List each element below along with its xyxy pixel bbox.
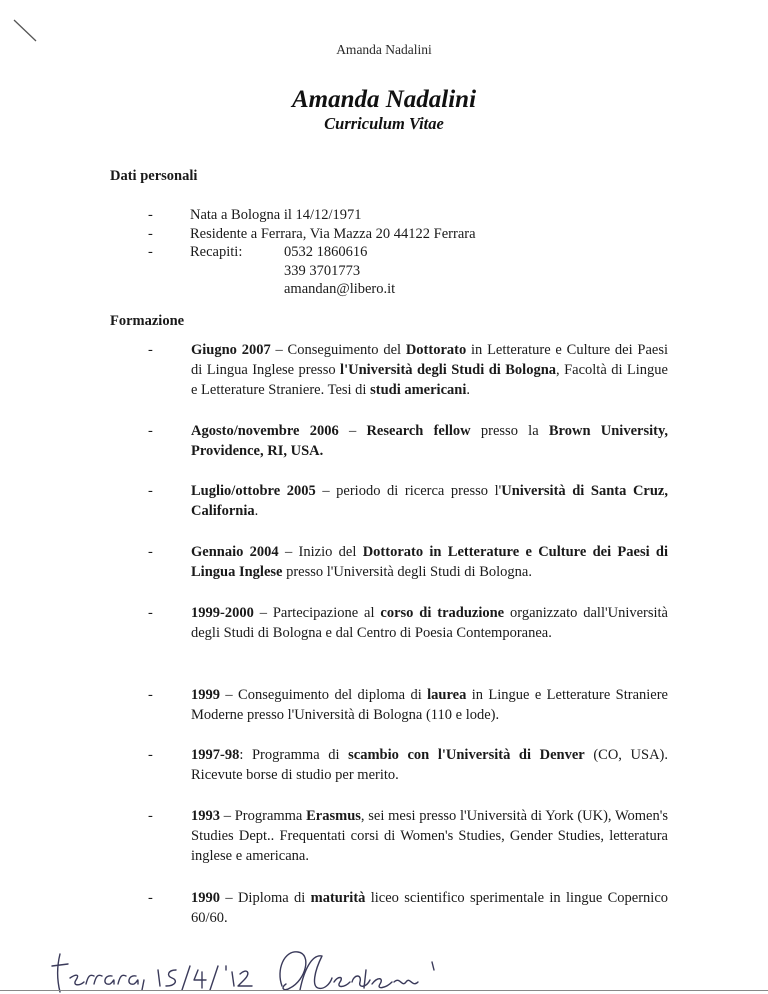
education-item: - Agosto/novembre 2006 – Research fellow presso la Brown University, Providence, RI, USA. bbox=[148, 423, 669, 459]
handwritten-place-date bbox=[52, 954, 252, 992]
list-dash: - bbox=[148, 342, 153, 358]
list-dash: - bbox=[148, 244, 153, 260]
list-dash: - bbox=[148, 544, 153, 560]
handwritten-signature bbox=[280, 952, 434, 990]
personal-data-list bbox=[148, 206, 668, 299]
contact-phone-2: 339 3701773 bbox=[284, 262, 361, 279]
list-dash: - bbox=[148, 225, 153, 242]
section-heading-education: Formazione bbox=[110, 313, 185, 329]
list-dash: - bbox=[148, 747, 153, 763]
running-header: Amanda Nadalini bbox=[336, 42, 432, 57]
list-dash: - bbox=[148, 207, 153, 223]
education-item: - 1999 – Conseguimento del diploma di laurea in Lingue e Letterature Straniere Moderne presso l'Università di Bologna (110 e lode). bbox=[148, 687, 668, 723]
education-item: - Luglio/ottobre 2005 – periodo di ricerca presso l'Università di Santa Cruz, California. bbox=[148, 483, 668, 519]
contacts-label: Recapiti: bbox=[190, 244, 243, 260]
cv-name-title: Amanda Nadalini bbox=[291, 86, 477, 113]
education-item: - Gennaio 2004 – Inizio del Dottorato in Letterature e Culture dei Paesi di Lingua Inglese presso l'Università degli Studi di Bologna. bbox=[148, 544, 669, 580]
contact-email: amandan@libero.it bbox=[284, 281, 396, 297]
contact-phone-1: 0532 1860616 bbox=[284, 244, 368, 260]
section-heading-personal: Dati personali bbox=[110, 168, 198, 184]
list-dash: - bbox=[148, 605, 153, 621]
personal-residence: - Residente a Ferrara, Via Mazza 20 44122 Ferrara bbox=[148, 225, 476, 242]
list-dash: - bbox=[148, 890, 153, 906]
education-item: - 1997-98: Programma di scambio con l'Università di Denver (CO, USA). Ricevute borse di studio per merito. bbox=[148, 747, 668, 783]
education-item: - 1993 – Programma Erasmus, sei mesi presso l'Università di York (UK), Women's Studies Dept.. Frequentati corsi di Women's Studies, Gender Studies, letteratura inglese e americana. bbox=[148, 808, 669, 864]
handwritten-footer bbox=[0, 900, 768, 994]
cv-subtitle: Curriculum Vitae bbox=[324, 114, 444, 133]
education-item: - 1990 – Diploma di maturità liceo scientifico sperimentale in lingue Copernico 60/60. bbox=[148, 890, 669, 926]
list-dash: - bbox=[148, 483, 153, 499]
personal-birth: - Nata a Bologna il 14/12/1971 bbox=[148, 207, 362, 223]
education-item: - Giugno 2007 – Conseguimento del Dottorato in Letterature e Culture dei Paesi di Lingua Inglese presso l'Università degli Studi di Bologna, Facoltà di Lingue e Letterature Straniere. Tesi di studi americani. bbox=[148, 342, 669, 398]
education-item: - 1999-2000 – Partecipazione al corso di traduzione organizzato dall'Università degli Studi di Bologna e dal Centro di Poesia Contemporanea. bbox=[148, 605, 668, 641]
list-dash: - bbox=[148, 423, 153, 439]
page-bottom-rule bbox=[0, 990, 768, 991]
list-dash: - bbox=[148, 808, 153, 824]
list-dash: - bbox=[148, 687, 153, 703]
personal-contacts bbox=[148, 243, 668, 262]
